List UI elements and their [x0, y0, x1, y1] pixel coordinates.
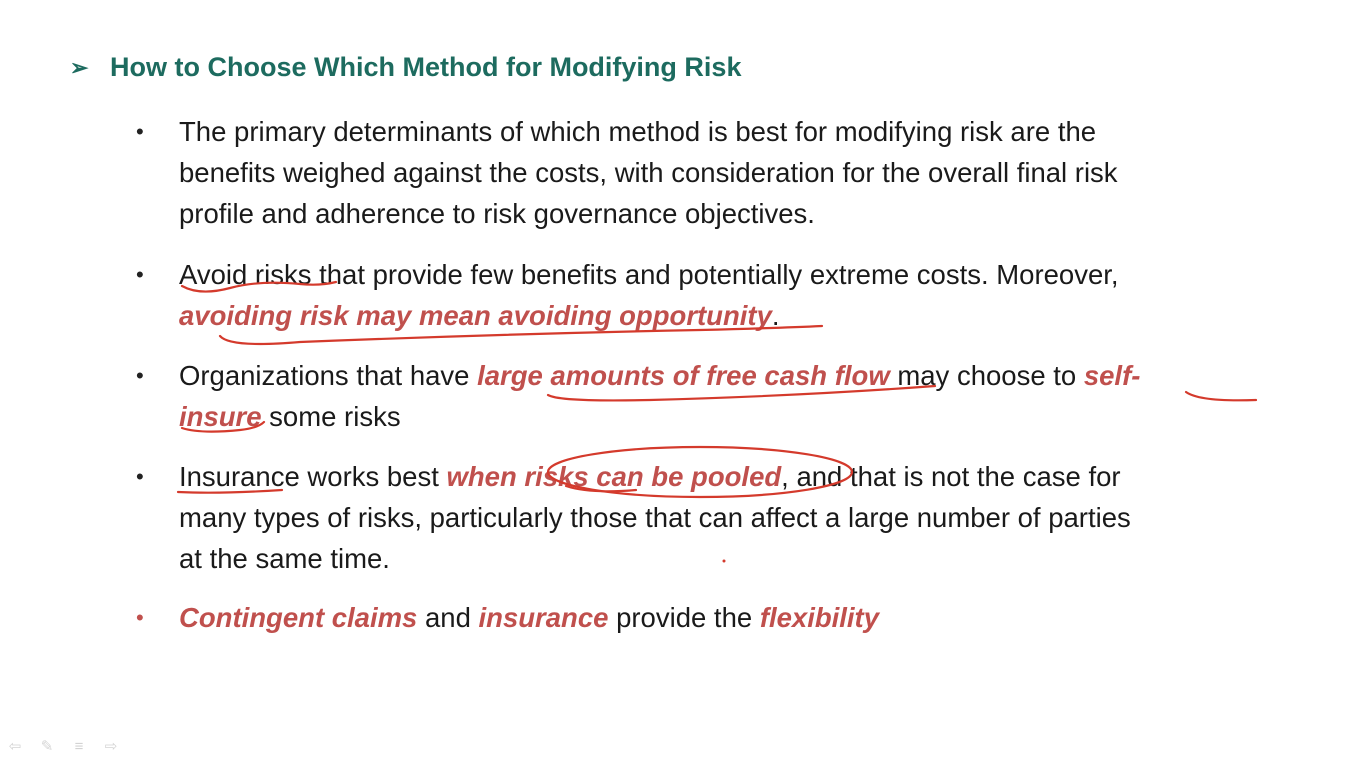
plain-text: , and that is not the case for [781, 461, 1121, 492]
highlight-text: insurance [478, 602, 609, 633]
plain-text: some risks [261, 401, 401, 432]
highlight-text: self- [1083, 360, 1141, 391]
bullet-text [179, 597, 1279, 638]
bullet-dot: • [136, 119, 144, 144]
bullet-text [179, 111, 1279, 234]
heading-text: How to Choose Which Method for Modifying Risk [110, 52, 742, 82]
next-arrow-icon[interactable]: ⇨ [104, 738, 118, 755]
plain-text: may choose to [889, 360, 1084, 391]
bullet-line: Avoid risks that provide few benefits and potentially extreme costs. Moreover, [179, 259, 1119, 290]
bullet-dot: • [136, 605, 144, 630]
bullet-text [179, 254, 1279, 336]
plain-text: Insurance works best [179, 461, 447, 492]
bullet-line [179, 295, 1279, 336]
bullet-line: many types of risks, particularly those that can affect a large number of parties [179, 502, 1131, 533]
bullet-line: benefits weighed against the costs, with consideration for the overall final risk [179, 157, 1118, 188]
plain-text: . [771, 300, 780, 331]
highlight-text: Contingent claims [179, 602, 418, 633]
prev-arrow-icon[interactable]: ⇦ [8, 738, 22, 755]
slide-navigation [6, 738, 120, 756]
highlight-text: when risks can be pooled [446, 461, 782, 492]
highlight-text: avoiding risk may mean avoiding opportunity [179, 300, 772, 331]
highlight-text: flexibility [759, 602, 880, 633]
bullet-dot: • [136, 262, 144, 287]
plain-text: provide the [608, 602, 760, 633]
highlight-text: large amounts of free cash flow [477, 360, 890, 391]
bullet-dot: • [136, 464, 144, 489]
bullet-line: The primary determinants of which method is best for modifying risk are the [179, 116, 1097, 147]
pen-icon[interactable]: ✎ [40, 738, 54, 755]
bullet-text [179, 355, 1279, 437]
bullet-line: at the same time. [179, 543, 390, 574]
bullet-line [179, 355, 1279, 396]
bullet-line [179, 597, 1279, 638]
plain-text: Organizations that have [179, 360, 478, 391]
bullet-line [179, 396, 1279, 437]
bullet-text [179, 456, 1279, 579]
arrow-bullet-icon: ➢ [70, 54, 89, 80]
menu-icon[interactable]: ≡ [74, 738, 84, 755]
plain-text: and [417, 602, 479, 633]
bullet-line [179, 456, 1279, 497]
bullet-dot: • [136, 363, 144, 388]
highlight-text: insure [179, 401, 262, 432]
bullet-line: profile and adherence to risk governance objectives. [179, 198, 815, 229]
